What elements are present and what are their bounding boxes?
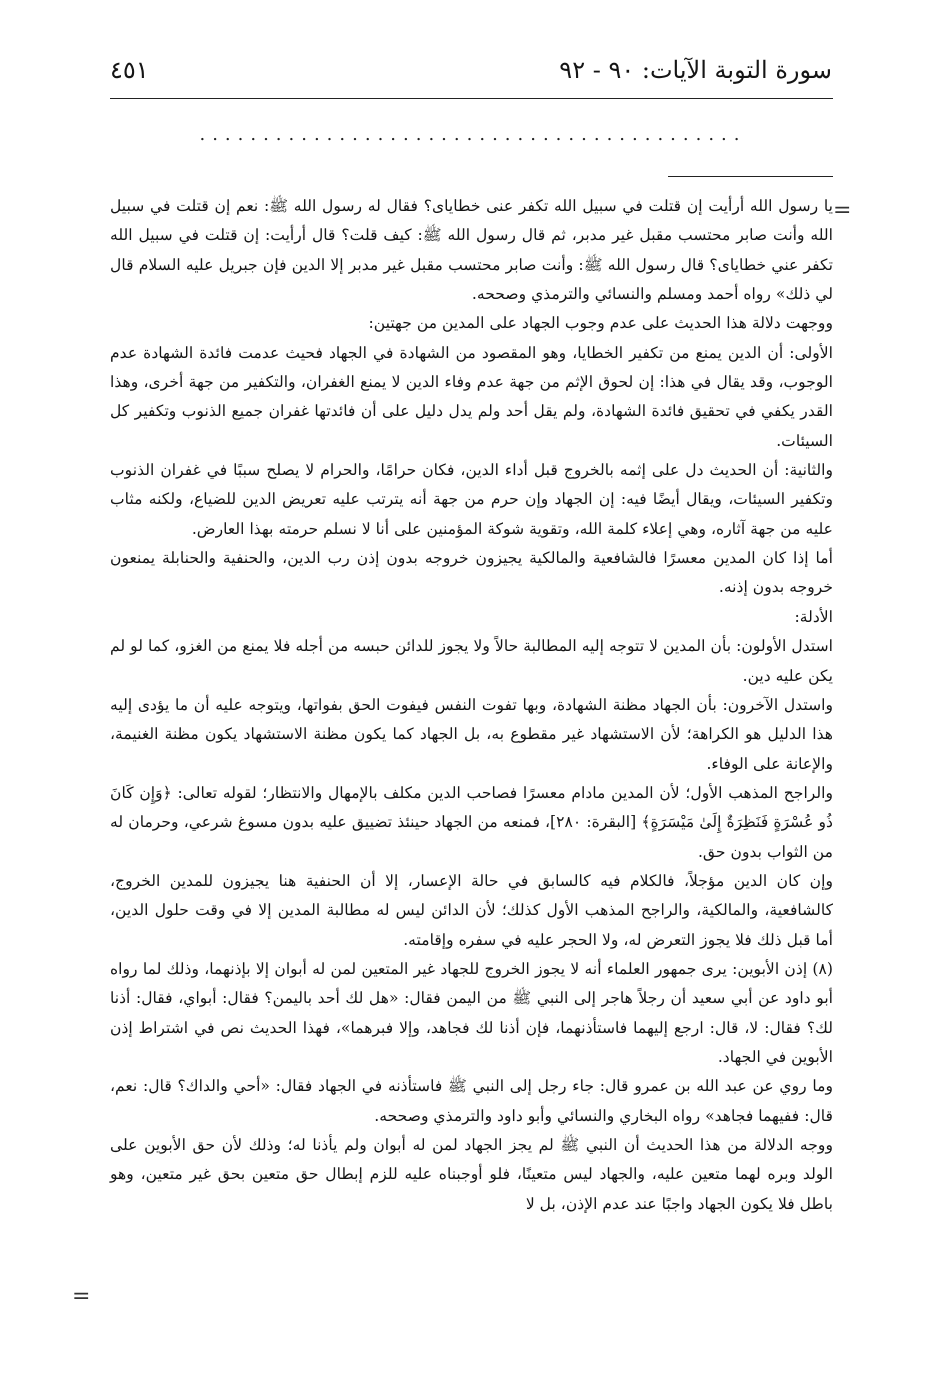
surah-title: سورة التوبة الآيات: ٩٠ - ٩٢ <box>559 56 832 84</box>
paragraph-hadith: يا رسول الله أرأيت إن قتلت في سبيل الله تكفر عنى خطاياى؟ فقال له رسول الله ﷺ: نعم إن قتلت في سبيل الله وأنت صابر محتسب مقبل غير مدبر، ثم قال رسول الله ﷺ: كيف قلت؟ قال أرأيت: إن قتلت في سبيل الله تكفر عني خطاياى؟ قال رسول الله ﷺ: وأنت صابر محتسب مقبل غير مدبر إلا الدين فإن جبريل عليه السلام قال لي ذلك» رواه أحمد ومسلم والنسائي والترمذي وصححه. <box>110 197 833 304</box>
paragraph-two-aspects: ووجهت دلالة هذا الحديث على عدم وجوب الجهاد على المدين من جهتين: <box>368 314 833 333</box>
paragraph-parents-permission: (٨) إذن الأبوين: يرى جمهور العلماء أنه لا يجوز الخروج للجهاد غير المتعين لمن له أبوان إلا بإذنهما، وذلك لما رواه أبو داود عن أبي سعيد أن رجلاً هاجر إلى النبي ﷺ من اليمن فقال: «هل لك أحد باليمن؟ فقال: أبواي، فقال: أذنا لك؟ فقال: لا، قال: ارجع إليهما فاستأذنهما، فإن أذنا لك فجاهد، وإلا فبرهما»، فهذا الحديث نص في اشتراط إذن الأبوين في الجهاد. <box>110 959 833 1066</box>
page-header <box>110 56 832 96</box>
dotted-separator: ........................................... <box>199 124 747 145</box>
paragraph-preferred: والراجح المذهب الأول؛ لأن المدين مادام معسرًا فصاحب الدين مكلف بالإمهال والانتظار؛ لقوله تعالى: ﴿وَإِن كَانَ ذُو عُسْرَةٍ فَنَظِرَةٌ إِلَىٰ مَيْسَرَةٍ﴾ [البقرة: ٢٨٠]، فمنعه من الجهاد حينئذ تضييق عليه بدون مسوغ شرعي، وحرمان له من الثواب بدون حق. <box>110 783 833 861</box>
header-divider <box>110 98 833 99</box>
paragraph-first-view: استدل الأولون: بأن المدين لا تتوجه إليه المطالبة حالاً ولا يجوز للدائن حبسه من أجله فلا يمنع من الغزو، كما لو لم يكن عليه دين. <box>110 637 833 685</box>
footnote-rule <box>668 176 833 177</box>
paragraph-evidence-heading: الأدلة: <box>794 607 833 626</box>
paragraph-insolvent: أما إذا كان المدين معسرًا فالشافعية والمالكية يجيزون خروجه بدون إذن رب الدين، والحنفية والحنابلة يمنعون خروجه بدون إذنه. <box>110 549 833 597</box>
footnote-body <box>110 192 833 1219</box>
continuation-mark-bottom: = <box>72 1284 91 1309</box>
continuation-mark-top: = <box>833 198 852 223</box>
paragraph-second-aspect: والثانية: أن الحديث دل على إثمه بالخروج قبل أداء الدين، فكان حرامًا، والحرام لا يصلح سببًا في غفران الذنوب وتكفير السيئات، ويقال أيضًا فيه: إن الجهاد وإن حرم من جهة أنه يترتب عليه تعريض الدين للضياع، ولكنه مثاب عليه من جهة آثاره، وهي إعلاء كلمة الله، وتقوية شوكة المؤمنين على أنا لا نسلم حرمته بهذا العارض. <box>110 461 833 538</box>
paragraph-abdullah-hadith: وما روي عن عبد الله بن عمرو قال: جاء رجل إلى النبي ﷺ فاستأذنه في الجهاد فقال: «أحي والداك؟ قال: نعم، قال: ففيهما فجاهد» رواه البخاري والنسائي وأبو داود والترمذي وصححه. <box>110 1077 833 1125</box>
page-number: ٤٥١ <box>110 56 149 84</box>
paragraph-evidence-explanation: ووجه الدلالة من هذا الحديث أن النبي ﷺ لم يجز الجهاد لمن له أبوان ولم يأذنا له؛ وذلك لأن حق الأبوين على الولد وبره لهما متعين عليه، والجهاد ليس متعينًا، فلو أوجبناه عليه للزم إبطال حق متعين بحق غير متعين، وهو باطل فلا يكون الجهاد واجبًا عند عدم الإذن، بل لا <box>110 1136 833 1213</box>
paragraph-first-aspect: الأولى: أن الدين يمنع من تكفير الخطايا، وهو المقصود من الشهادة في الجهاد فحيث عدمت فائدة الشهادة عدم الوجوب، وقد يقال في هذا: إن لحوق الإثم من جهة عدم وفاء الدين لا يمنع الغفران، والتكفير من جهة أخرى، وهذا القدر يكفي في تحقيق فائدة الشهادة، ولم يقل أحد ولم يدل دليل على أن فائدتها غفران جميع الذنوب وتكفير كل السيئات. <box>110 343 833 450</box>
paragraph-second-view: واستدل الآخرون: بأن الجهاد مظنة الشهادة، وبها تفوت النفس فيفوت الحق بفواتها، ويتوجه عليه أن ما يؤدى إليه هذا الدليل هو الكراهة؛ لأن الاستشهاد غير مقطوع به، بل الجهاد كما يكون مظنة الاستشهاد يكون مظنة الغنيمة، والإعانة على الوفاء. <box>110 695 833 773</box>
paragraph-deferred-debt: وإن كان الدين مؤجلاً، فالكلام فيه كالسابق في حالة الإعسار، إلا أن الحنفية هنا يجيزون للمدين الخروج، كالشافعية، والمالكية، والراجح المذهب الأول كذلك؛ لأن الدائن ليس له مطالبة المدين إلا في وقت حلول الدين، أما قبل ذلك فلا يجوز التعرض له، ولا الحجر عليه في سفره وإقامته. <box>110 871 833 949</box>
